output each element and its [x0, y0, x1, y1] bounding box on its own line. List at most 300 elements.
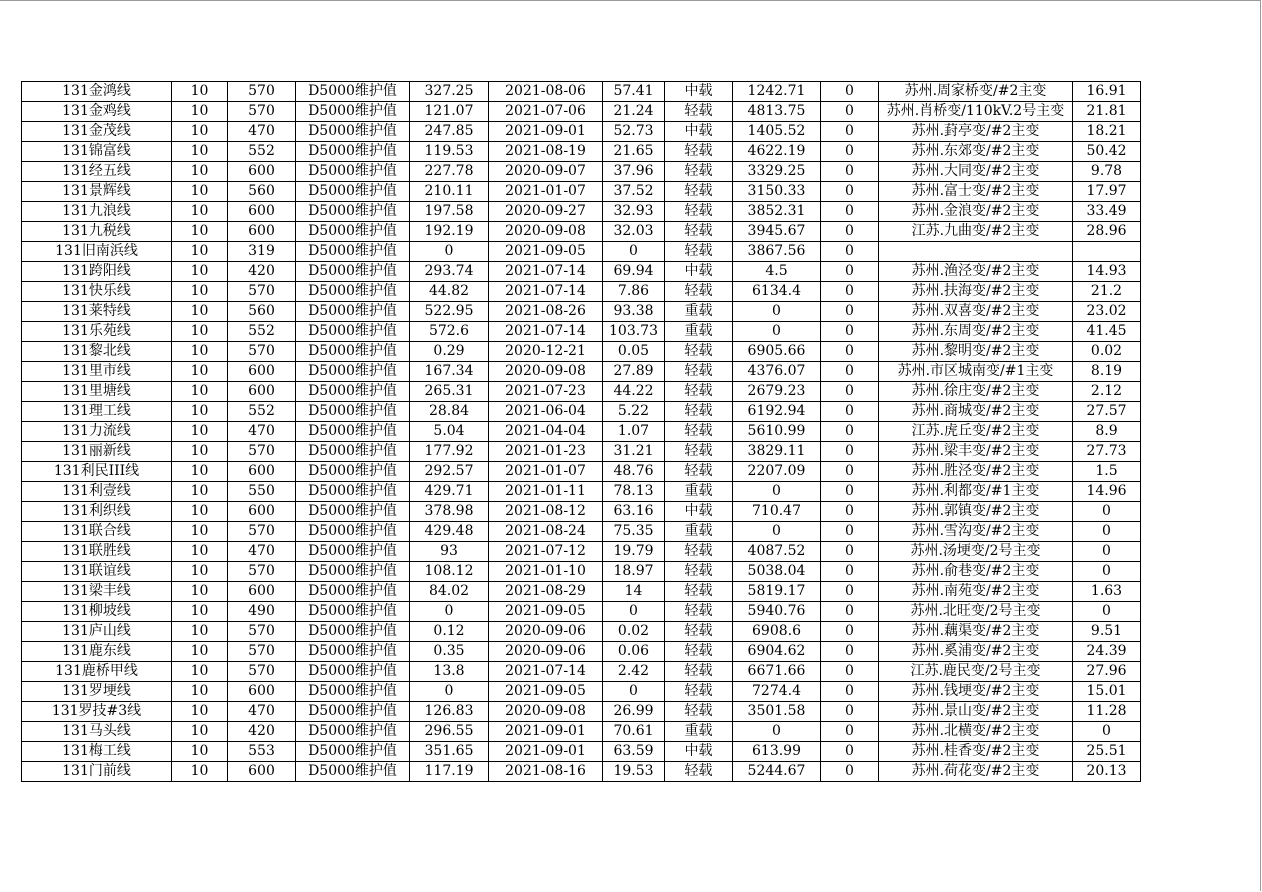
cell-substation[interactable] [879, 242, 1073, 262]
cell-date[interactable]: 2021-08-12 [489, 502, 603, 522]
cell-load[interactable]: 0.35 [410, 642, 489, 662]
cell-margin[interactable]: 0 [733, 302, 821, 322]
cell-load-status[interactable]: 轻载 [665, 162, 733, 182]
cell-line-name[interactable]: 131丽新线 [22, 442, 172, 462]
cell-flag[interactable]: 0 [821, 462, 879, 482]
cell-margin[interactable]: 2207.09 [733, 462, 821, 482]
cell-load[interactable]: 93 [410, 542, 489, 562]
cell-date[interactable]: 2021-07-06 [489, 102, 603, 122]
cell-date[interactable]: 2020-09-08 [489, 222, 603, 242]
cell-load[interactable]: 327.25 [410, 82, 489, 102]
cell-date[interactable]: 2021-07-14 [489, 282, 603, 302]
cell-margin[interactable]: 6671.66 [733, 662, 821, 682]
cell-load[interactable]: 429.71 [410, 482, 489, 502]
cell-data-source[interactable]: D5000维护值 [296, 242, 410, 262]
cell-margin[interactable]: 2679.23 [733, 382, 821, 402]
cell-substation[interactable]: 苏州.钱埂变/#2主变 [879, 682, 1073, 702]
cell-capacity[interactable]: 600 [228, 462, 296, 482]
cell-substation[interactable]: 江苏.鹿民变/2号主变 [879, 662, 1073, 682]
cell-load-rate[interactable]: 1.07 [603, 422, 665, 442]
cell-load-rate[interactable]: 57.41 [603, 82, 665, 102]
cell-voltage[interactable]: 10 [172, 322, 228, 342]
cell-substation[interactable]: 苏州.商城变/#2主变 [879, 402, 1073, 422]
cell-substation-load[interactable]: 25.51 [1073, 742, 1141, 762]
cell-load-status[interactable]: 轻载 [665, 282, 733, 302]
cell-substation[interactable]: 苏州.市区城南变/#1主变 [879, 362, 1073, 382]
cell-data-source[interactable]: D5000维护值 [296, 442, 410, 462]
cell-flag[interactable]: 0 [821, 502, 879, 522]
cell-capacity[interactable]: 470 [228, 422, 296, 442]
cell-substation-load[interactable]: 18.21 [1073, 122, 1141, 142]
cell-data-source[interactable]: D5000维护值 [296, 262, 410, 282]
cell-substation-load[interactable]: 1.5 [1073, 462, 1141, 482]
cell-capacity[interactable]: 600 [228, 762, 296, 782]
cell-margin[interactable]: 4.5 [733, 262, 821, 282]
cell-capacity[interactable]: 470 [228, 542, 296, 562]
cell-voltage[interactable]: 10 [172, 442, 228, 462]
cell-flag[interactable]: 0 [821, 762, 879, 782]
cell-line-name[interactable]: 131金鸿线 [22, 82, 172, 102]
cell-date[interactable]: 2021-08-16 [489, 762, 603, 782]
cell-substation-load[interactable]: 28.96 [1073, 222, 1141, 242]
cell-substation[interactable]: 苏州.金浪变/#2主变 [879, 202, 1073, 222]
cell-data-source[interactable]: D5000维护值 [296, 122, 410, 142]
cell-date[interactable]: 2021-08-24 [489, 522, 603, 542]
cell-substation[interactable]: 苏州.南苑变/#2主变 [879, 582, 1073, 602]
cell-load[interactable]: 522.95 [410, 302, 489, 322]
cell-margin[interactable]: 0 [733, 322, 821, 342]
cell-voltage[interactable]: 10 [172, 702, 228, 722]
cell-voltage[interactable]: 10 [172, 522, 228, 542]
cell-load-status[interactable]: 轻载 [665, 442, 733, 462]
cell-margin[interactable]: 6908.6 [733, 622, 821, 642]
cell-margin[interactable]: 6134.4 [733, 282, 821, 302]
cell-flag[interactable]: 0 [821, 722, 879, 742]
cell-capacity[interactable]: 420 [228, 262, 296, 282]
cell-substation-load[interactable]: 27.57 [1073, 402, 1141, 422]
cell-substation-load[interactable]: 14.93 [1073, 262, 1141, 282]
cell-flag[interactable]: 0 [821, 602, 879, 622]
cell-data-source[interactable]: D5000维护值 [296, 622, 410, 642]
cell-data-source[interactable]: D5000维护值 [296, 182, 410, 202]
cell-voltage[interactable]: 10 [172, 362, 228, 382]
cell-flag[interactable]: 0 [821, 82, 879, 102]
cell-line-name[interactable]: 131九浪线 [22, 202, 172, 222]
cell-substation[interactable]: 苏州.梁丰变/#2主变 [879, 442, 1073, 462]
cell-capacity[interactable]: 600 [228, 222, 296, 242]
cell-load-status[interactable]: 中载 [665, 122, 733, 142]
cell-flag[interactable]: 0 [821, 122, 879, 142]
cell-substation[interactable]: 苏州.周家桥变/#2主变 [879, 82, 1073, 102]
cell-load-rate[interactable]: 0.06 [603, 642, 665, 662]
cell-load[interactable]: 197.58 [410, 202, 489, 222]
cell-substation-load[interactable]: 8.19 [1073, 362, 1141, 382]
cell-voltage[interactable]: 10 [172, 262, 228, 282]
cell-capacity[interactable]: 570 [228, 82, 296, 102]
cell-substation-load[interactable]: 8.9 [1073, 422, 1141, 442]
cell-substation-load[interactable]: 0 [1073, 602, 1141, 622]
cell-substation-load[interactable]: 20.13 [1073, 762, 1141, 782]
cell-load-rate[interactable]: 21.24 [603, 102, 665, 122]
cell-substation[interactable]: 苏州.徐庄变/#2主变 [879, 382, 1073, 402]
cell-substation[interactable]: 苏州.东周变/#2主变 [879, 322, 1073, 342]
cell-line-name[interactable]: 131莱特线 [22, 302, 172, 322]
cell-data-source[interactable]: D5000维护值 [296, 522, 410, 542]
cell-load-status[interactable]: 轻载 [665, 762, 733, 782]
cell-voltage[interactable]: 10 [172, 302, 228, 322]
cell-substation-load[interactable]: 21.2 [1073, 282, 1141, 302]
cell-margin[interactable]: 3852.31 [733, 202, 821, 222]
cell-flag[interactable]: 0 [821, 642, 879, 662]
cell-date[interactable]: 2021-09-01 [489, 122, 603, 142]
cell-load[interactable]: 0.12 [410, 622, 489, 642]
cell-load[interactable]: 192.19 [410, 222, 489, 242]
cell-date[interactable]: 2021-09-05 [489, 242, 603, 262]
cell-data-source[interactable]: D5000维护值 [296, 482, 410, 502]
cell-load-status[interactable]: 重载 [665, 522, 733, 542]
cell-substation-load[interactable]: 1.63 [1073, 582, 1141, 602]
cell-load-rate[interactable]: 93.38 [603, 302, 665, 322]
cell-capacity[interactable]: 570 [228, 102, 296, 122]
cell-load[interactable]: 265.31 [410, 382, 489, 402]
cell-data-source[interactable]: D5000维护值 [296, 82, 410, 102]
cell-line-name[interactable]: 131柳坡线 [22, 602, 172, 622]
cell-substation-load[interactable]: 0 [1073, 502, 1141, 522]
cell-load[interactable]: 126.83 [410, 702, 489, 722]
cell-substation-load[interactable]: 21.81 [1073, 102, 1141, 122]
cell-line-name[interactable]: 131旧南浜线 [22, 242, 172, 262]
cell-flag[interactable]: 0 [821, 542, 879, 562]
cell-capacity[interactable]: 600 [228, 582, 296, 602]
cell-load[interactable]: 572.6 [410, 322, 489, 342]
cell-voltage[interactable]: 10 [172, 382, 228, 402]
cell-load-status[interactable]: 轻载 [665, 342, 733, 362]
cell-load[interactable]: 84.02 [410, 582, 489, 602]
cell-line-name[interactable]: 131利壹线 [22, 482, 172, 502]
cell-margin[interactable]: 4622.19 [733, 142, 821, 162]
cell-data-source[interactable]: D5000维护值 [296, 602, 410, 622]
cell-load-rate[interactable]: 103.73 [603, 322, 665, 342]
cell-margin[interactable]: 0 [733, 482, 821, 502]
cell-date[interactable]: 2021-08-19 [489, 142, 603, 162]
cell-flag[interactable]: 0 [821, 182, 879, 202]
cell-load[interactable]: 117.19 [410, 762, 489, 782]
cell-margin[interactable]: 1242.71 [733, 82, 821, 102]
cell-substation-load[interactable]: 0 [1073, 722, 1141, 742]
cell-flag[interactable]: 0 [821, 342, 879, 362]
cell-flag[interactable]: 0 [821, 242, 879, 262]
cell-line-name[interactable]: 131景辉线 [22, 182, 172, 202]
cell-line-name[interactable]: 131罗埂线 [22, 682, 172, 702]
cell-substation-load[interactable]: 14.96 [1073, 482, 1141, 502]
cell-data-source[interactable]: D5000维护值 [296, 642, 410, 662]
cell-substation-load[interactable]: 27.96 [1073, 662, 1141, 682]
cell-load-status[interactable]: 重载 [665, 302, 733, 322]
cell-load-rate[interactable]: 63.16 [603, 502, 665, 522]
cell-capacity[interactable]: 600 [228, 502, 296, 522]
cell-voltage[interactable]: 10 [172, 742, 228, 762]
cell-substation-load[interactable]: 33.49 [1073, 202, 1141, 222]
cell-voltage[interactable]: 10 [172, 602, 228, 622]
cell-line-name[interactable]: 131乐苑线 [22, 322, 172, 342]
cell-load-rate[interactable]: 44.22 [603, 382, 665, 402]
cell-substation[interactable]: 苏州.藕渠变/#2主变 [879, 622, 1073, 642]
cell-data-source[interactable]: D5000维护值 [296, 202, 410, 222]
cell-substation-load[interactable]: 9.51 [1073, 622, 1141, 642]
cell-capacity[interactable]: 570 [228, 342, 296, 362]
cell-data-source[interactable]: D5000维护值 [296, 422, 410, 442]
cell-capacity[interactable]: 600 [228, 162, 296, 182]
cell-load-rate[interactable]: 14 [603, 582, 665, 602]
cell-capacity[interactable]: 600 [228, 682, 296, 702]
cell-substation[interactable]: 苏州.扶海变/#2主变 [879, 282, 1073, 302]
cell-load-rate[interactable]: 37.96 [603, 162, 665, 182]
cell-substation[interactable]: 苏州.荷花变/#2主变 [879, 762, 1073, 782]
cell-voltage[interactable]: 10 [172, 182, 228, 202]
cell-date[interactable]: 2020-09-07 [489, 162, 603, 182]
cell-substation[interactable]: 苏州.北旺变/2号主变 [879, 602, 1073, 622]
cell-load-status[interactable]: 轻载 [665, 602, 733, 622]
cell-load-rate[interactable]: 78.13 [603, 482, 665, 502]
cell-flag[interactable]: 0 [821, 382, 879, 402]
cell-load[interactable]: 351.65 [410, 742, 489, 762]
cell-load[interactable]: 28.84 [410, 402, 489, 422]
cell-line-name[interactable]: 131经五线 [22, 162, 172, 182]
cell-load-rate[interactable]: 75.35 [603, 522, 665, 542]
cell-data-source[interactable]: D5000维护值 [296, 362, 410, 382]
cell-margin[interactable]: 710.47 [733, 502, 821, 522]
cell-date[interactable]: 2020-12-21 [489, 342, 603, 362]
cell-voltage[interactable]: 10 [172, 542, 228, 562]
cell-load-status[interactable]: 轻载 [665, 642, 733, 662]
cell-line-name[interactable]: 131马头线 [22, 722, 172, 742]
cell-data-source[interactable]: D5000维护值 [296, 742, 410, 762]
cell-load-rate[interactable]: 19.79 [603, 542, 665, 562]
cell-capacity[interactable]: 550 [228, 482, 296, 502]
cell-load-rate[interactable]: 0 [603, 602, 665, 622]
cell-margin[interactable]: 7274.4 [733, 682, 821, 702]
cell-load[interactable]: 13.8 [410, 662, 489, 682]
cell-capacity[interactable]: 570 [228, 442, 296, 462]
cell-data-source[interactable]: D5000维护值 [296, 462, 410, 482]
cell-substation[interactable]: 苏州.渔泾变/#2主变 [879, 262, 1073, 282]
cell-flag[interactable]: 0 [821, 622, 879, 642]
cell-line-name[interactable]: 131联合线 [22, 522, 172, 542]
cell-capacity[interactable]: 319 [228, 242, 296, 262]
cell-data-source[interactable]: D5000维护值 [296, 222, 410, 242]
cell-load[interactable]: 177.92 [410, 442, 489, 462]
cell-substation-load[interactable]: 11.28 [1073, 702, 1141, 722]
cell-date[interactable]: 2021-09-01 [489, 742, 603, 762]
cell-load-status[interactable]: 轻载 [665, 662, 733, 682]
cell-load-status[interactable]: 轻载 [665, 382, 733, 402]
cell-data-source[interactable]: D5000维护值 [296, 582, 410, 602]
cell-date[interactable]: 2020-09-06 [489, 642, 603, 662]
cell-load-status[interactable]: 轻载 [665, 362, 733, 382]
cell-margin[interactable]: 613.99 [733, 742, 821, 762]
cell-voltage[interactable]: 10 [172, 402, 228, 422]
cell-load[interactable]: 296.55 [410, 722, 489, 742]
cell-load-status[interactable]: 轻载 [665, 702, 733, 722]
cell-capacity[interactable]: 420 [228, 722, 296, 742]
cell-data-source[interactable]: D5000维护值 [296, 702, 410, 722]
cell-load[interactable]: 108.12 [410, 562, 489, 582]
cell-line-name[interactable]: 131利民III线 [22, 462, 172, 482]
cell-line-name[interactable]: 131里塘线 [22, 382, 172, 402]
cell-margin[interactable]: 5038.04 [733, 562, 821, 582]
cell-load-rate[interactable]: 0.05 [603, 342, 665, 362]
cell-substation-load[interactable]: 41.45 [1073, 322, 1141, 342]
cell-margin[interactable]: 6904.62 [733, 642, 821, 662]
cell-load-rate[interactable]: 21.65 [603, 142, 665, 162]
cell-load-rate[interactable]: 27.89 [603, 362, 665, 382]
cell-data-source[interactable]: D5000维护值 [296, 722, 410, 742]
cell-date[interactable]: 2021-07-14 [489, 262, 603, 282]
cell-load-status[interactable]: 轻载 [665, 582, 733, 602]
cell-voltage[interactable]: 10 [172, 202, 228, 222]
cell-data-source[interactable]: D5000维护值 [296, 162, 410, 182]
cell-substation[interactable]: 苏州.郭镇变/#2主变 [879, 502, 1073, 522]
cell-voltage[interactable]: 10 [172, 722, 228, 742]
cell-flag[interactable]: 0 [821, 202, 879, 222]
cell-load-rate[interactable]: 0 [603, 242, 665, 262]
cell-load-status[interactable]: 轻载 [665, 202, 733, 222]
cell-load[interactable]: 5.04 [410, 422, 489, 442]
cell-capacity[interactable]: 552 [228, 322, 296, 342]
cell-substation[interactable]: 苏州.大同变/#2主变 [879, 162, 1073, 182]
cell-load-status[interactable]: 轻载 [665, 142, 733, 162]
cell-margin[interactable]: 5819.17 [733, 582, 821, 602]
cell-capacity[interactable]: 560 [228, 302, 296, 322]
cell-line-name[interactable]: 131力流线 [22, 422, 172, 442]
cell-flag[interactable]: 0 [821, 682, 879, 702]
cell-line-name[interactable]: 131鹿东线 [22, 642, 172, 662]
cell-load-rate[interactable]: 37.52 [603, 182, 665, 202]
cell-margin[interactable]: 4087.52 [733, 542, 821, 562]
cell-substation-load[interactable]: 0.02 [1073, 342, 1141, 362]
cell-substation-load[interactable]: 24.39 [1073, 642, 1141, 662]
cell-date[interactable]: 2021-01-07 [489, 462, 603, 482]
cell-capacity[interactable]: 470 [228, 702, 296, 722]
cell-load-status[interactable]: 重载 [665, 722, 733, 742]
cell-margin[interactable]: 3867.56 [733, 242, 821, 262]
cell-date[interactable]: 2021-07-14 [489, 662, 603, 682]
cell-capacity[interactable]: 600 [228, 362, 296, 382]
cell-flag[interactable]: 0 [821, 142, 879, 162]
cell-data-source[interactable]: D5000维护值 [296, 342, 410, 362]
cell-margin[interactable]: 6192.94 [733, 402, 821, 422]
cell-margin[interactable]: 1405.52 [733, 122, 821, 142]
cell-substation-load[interactable]: 27.73 [1073, 442, 1141, 462]
cell-flag[interactable]: 0 [821, 482, 879, 502]
cell-capacity[interactable]: 570 [228, 282, 296, 302]
cell-margin[interactable]: 3150.33 [733, 182, 821, 202]
cell-data-source[interactable]: D5000维护值 [296, 302, 410, 322]
cell-line-name[interactable]: 131快乐线 [22, 282, 172, 302]
cell-date[interactable]: 2020-09-27 [489, 202, 603, 222]
cell-load-status[interactable]: 轻载 [665, 562, 733, 582]
cell-substation[interactable]: 苏州.利都变/#1主变 [879, 482, 1073, 502]
cell-line-name[interactable]: 131鹿桥甲线 [22, 662, 172, 682]
cell-date[interactable]: 2021-01-07 [489, 182, 603, 202]
cell-voltage[interactable]: 10 [172, 622, 228, 642]
cell-load-rate[interactable]: 31.21 [603, 442, 665, 462]
cell-voltage[interactable]: 10 [172, 482, 228, 502]
cell-substation-load[interactable]: 16.91 [1073, 82, 1141, 102]
cell-line-name[interactable]: 131联谊线 [22, 562, 172, 582]
cell-load-status[interactable]: 轻载 [665, 102, 733, 122]
cell-voltage[interactable]: 10 [172, 582, 228, 602]
cell-date[interactable]: 2021-09-05 [489, 602, 603, 622]
cell-capacity[interactable]: 490 [228, 602, 296, 622]
cell-line-name[interactable]: 131联胜线 [22, 542, 172, 562]
cell-flag[interactable]: 0 [821, 562, 879, 582]
cell-date[interactable]: 2021-01-10 [489, 562, 603, 582]
cell-flag[interactable]: 0 [821, 662, 879, 682]
cell-data-source[interactable]: D5000维护值 [296, 322, 410, 342]
cell-margin[interactable]: 5940.76 [733, 602, 821, 622]
cell-substation[interactable]: 苏州.胜泾变/#2主变 [879, 462, 1073, 482]
cell-margin[interactable]: 3329.25 [733, 162, 821, 182]
cell-flag[interactable]: 0 [821, 302, 879, 322]
cell-date[interactable]: 2021-09-05 [489, 682, 603, 702]
cell-load-status[interactable]: 中载 [665, 82, 733, 102]
cell-load-rate[interactable]: 2.42 [603, 662, 665, 682]
cell-flag[interactable]: 0 [821, 322, 879, 342]
cell-capacity[interactable]: 470 [228, 122, 296, 142]
cell-load-rate[interactable]: 32.03 [603, 222, 665, 242]
cell-flag[interactable]: 0 [821, 422, 879, 442]
cell-substation[interactable]: 苏州.雪沟变/#2主变 [879, 522, 1073, 542]
cell-load[interactable]: 44.82 [410, 282, 489, 302]
cell-substation-load[interactable] [1073, 242, 1141, 262]
cell-load-status[interactable]: 轻载 [665, 222, 733, 242]
cell-line-name[interactable]: 131锦富线 [22, 142, 172, 162]
cell-date[interactable]: 2020-09-06 [489, 622, 603, 642]
cell-data-source[interactable]: D5000维护值 [296, 562, 410, 582]
cell-capacity[interactable]: 570 [228, 562, 296, 582]
cell-line-name[interactable]: 131庐山线 [22, 622, 172, 642]
cell-load[interactable]: 0 [410, 242, 489, 262]
cell-load-rate[interactable]: 7.86 [603, 282, 665, 302]
cell-substation[interactable]: 苏州.双喜变/#2主变 [879, 302, 1073, 322]
cell-flag[interactable]: 0 [821, 402, 879, 422]
cell-voltage[interactable]: 10 [172, 762, 228, 782]
cell-line-name[interactable]: 131跨阳线 [22, 262, 172, 282]
cell-data-source[interactable]: D5000维护值 [296, 102, 410, 122]
cell-load-status[interactable]: 轻载 [665, 402, 733, 422]
cell-load[interactable]: 429.48 [410, 522, 489, 542]
cell-date[interactable]: 2021-06-04 [489, 402, 603, 422]
cell-substation[interactable]: 苏州.葑亭变/#2主变 [879, 122, 1073, 142]
cell-substation[interactable]: 江苏.九曲变/#2主变 [879, 222, 1073, 242]
cell-data-source[interactable]: D5000维护值 [296, 502, 410, 522]
cell-load-status[interactable]: 轻载 [665, 542, 733, 562]
cell-voltage[interactable]: 10 [172, 422, 228, 442]
cell-voltage[interactable]: 10 [172, 662, 228, 682]
cell-date[interactable]: 2021-08-06 [489, 82, 603, 102]
cell-load-rate[interactable]: 26.99 [603, 702, 665, 722]
cell-data-source[interactable]: D5000维护值 [296, 282, 410, 302]
cell-date[interactable]: 2021-08-29 [489, 582, 603, 602]
cell-load[interactable]: 247.85 [410, 122, 489, 142]
cell-voltage[interactable]: 10 [172, 162, 228, 182]
cell-capacity[interactable]: 600 [228, 202, 296, 222]
cell-voltage[interactable]: 10 [172, 282, 228, 302]
cell-flag[interactable]: 0 [821, 222, 879, 242]
cell-load[interactable]: 210.11 [410, 182, 489, 202]
cell-voltage[interactable]: 10 [172, 642, 228, 662]
